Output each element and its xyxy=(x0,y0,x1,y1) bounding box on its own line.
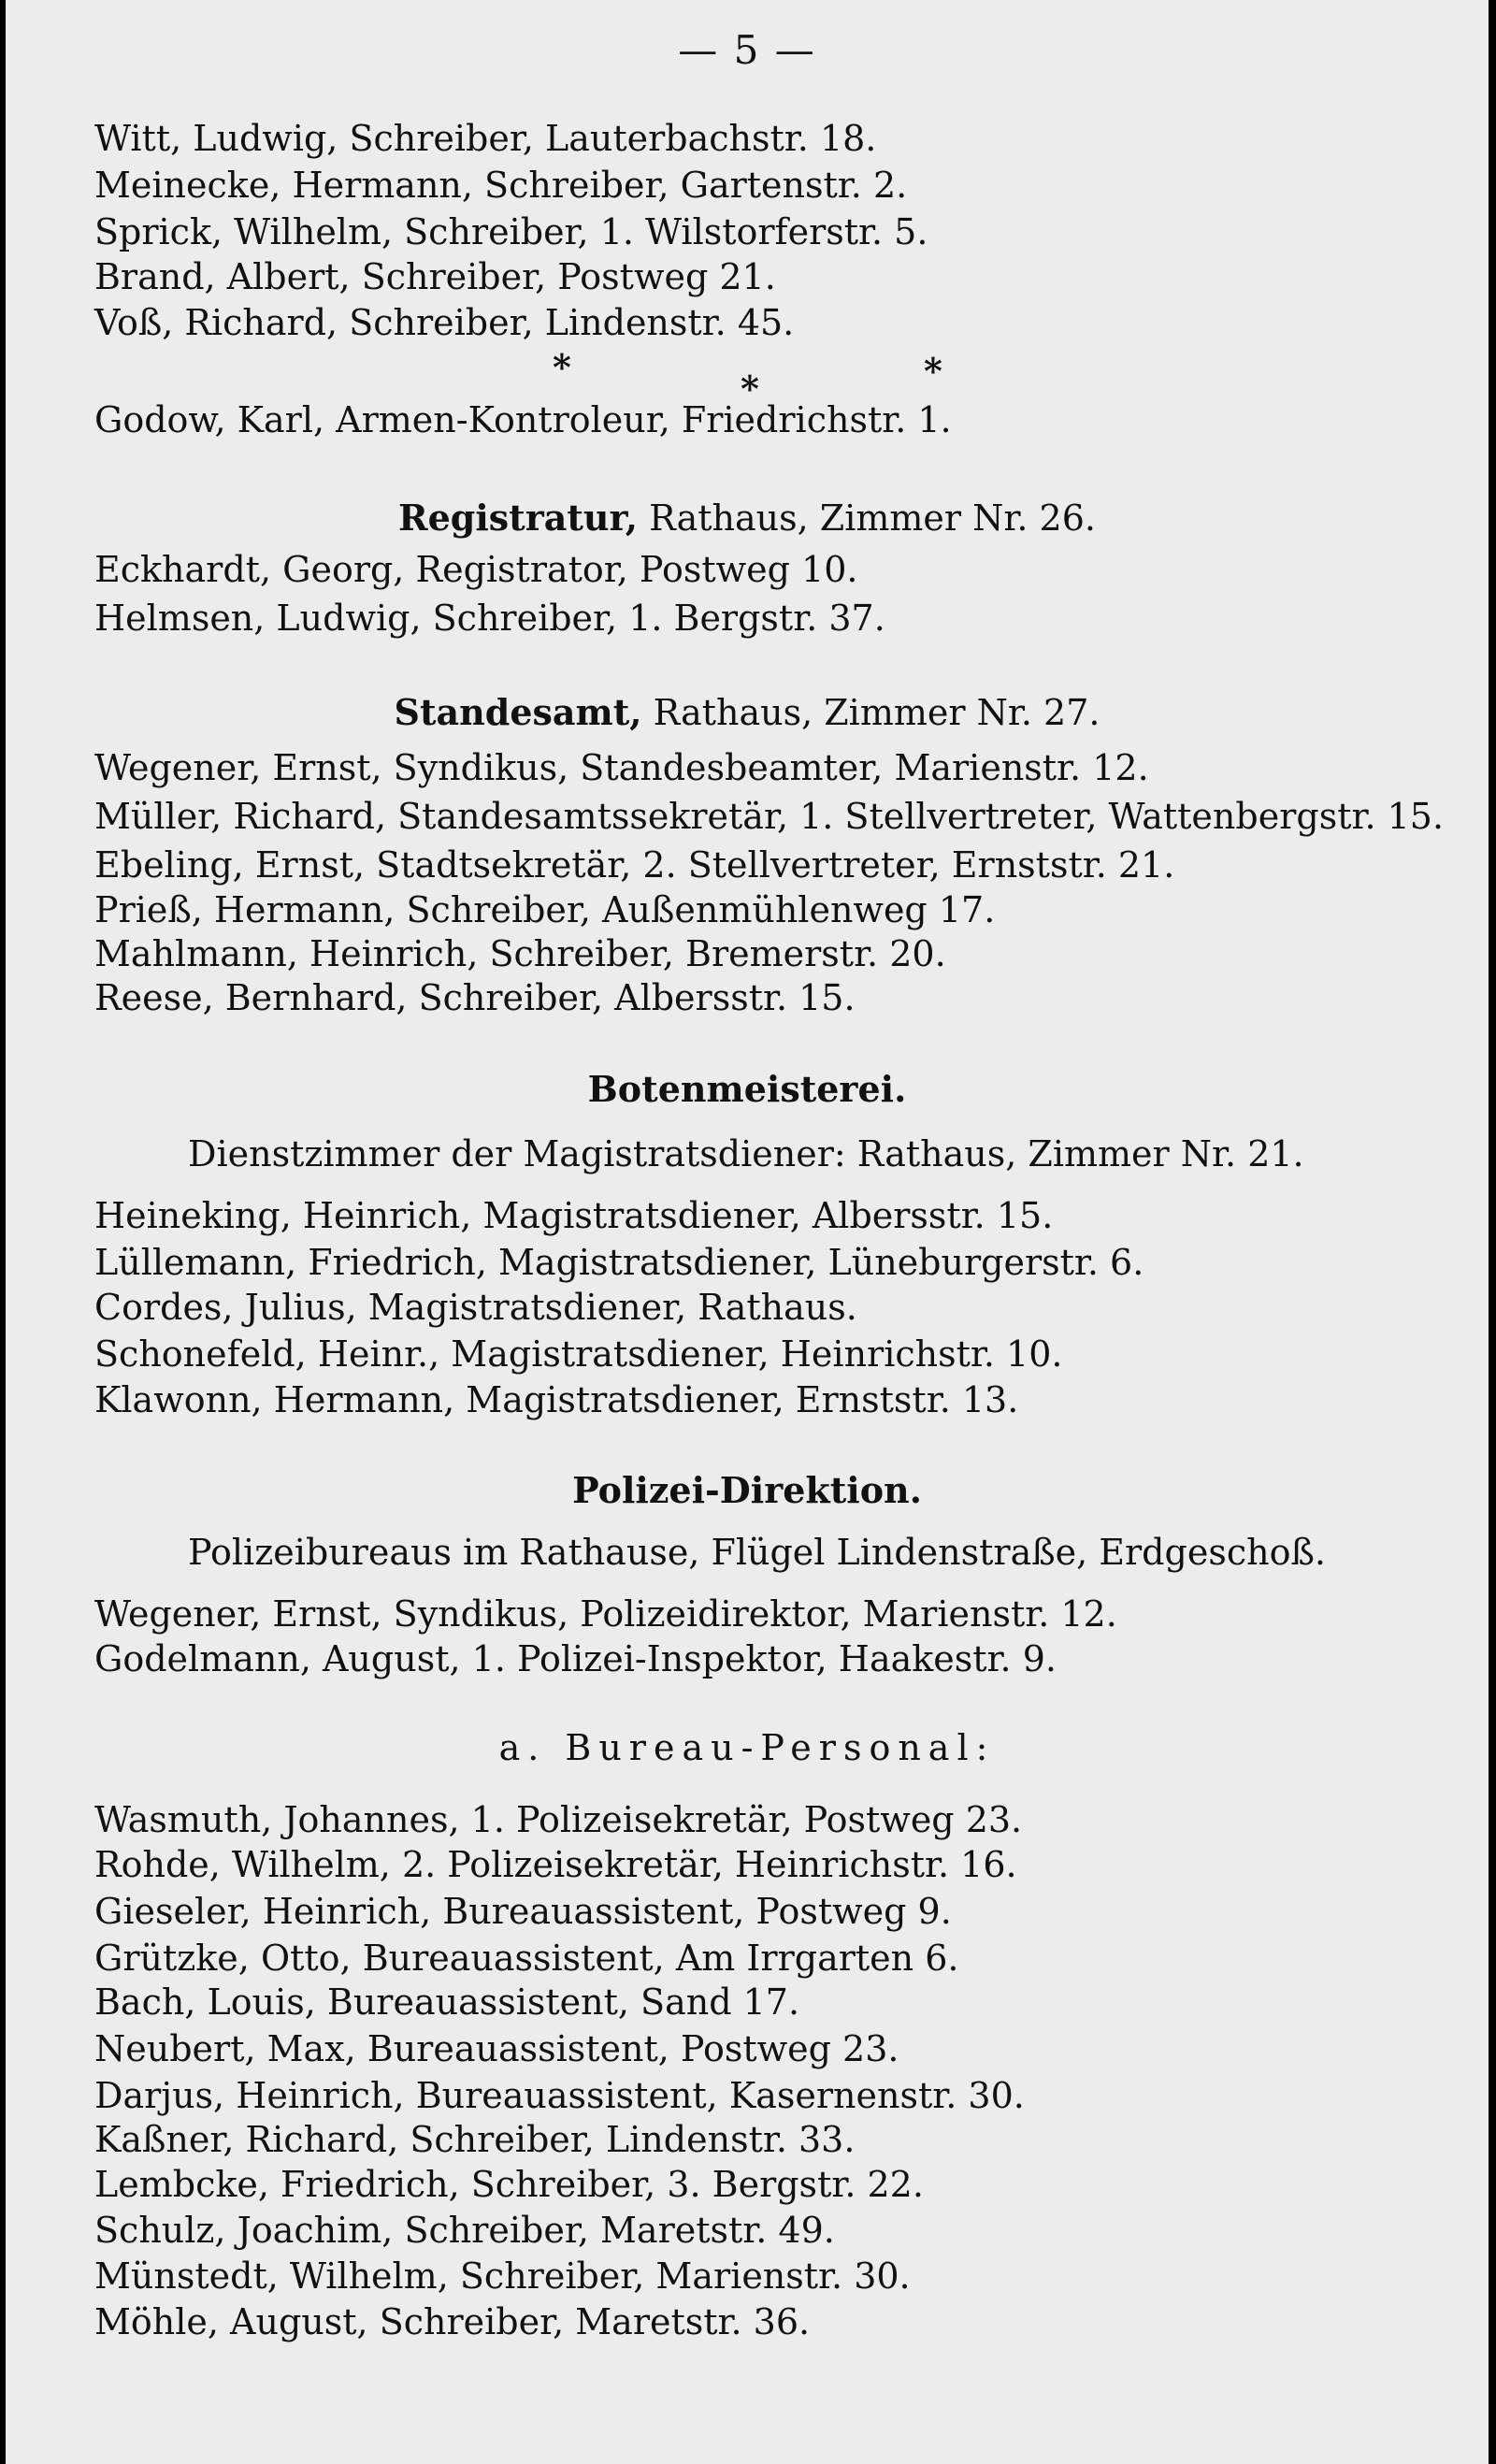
separator-star: * xyxy=(741,367,759,410)
list-item: Cordes, Julius, Magistratsdiener, Rathaus. xyxy=(94,1287,857,1328)
list-item: Reese, Bernhard, Schreiber, Albersstr. 15. xyxy=(94,977,856,1018)
section-title: Registratur, xyxy=(398,497,639,539)
list-item: Müller, Richard, Standesamtssekretär, 1. Stellvertreter, Wattenbergstr. 15. xyxy=(94,796,1445,837)
list-item: Sprick, Wilhelm, Schreiber, 1. Wilstorferstr. 5. xyxy=(94,211,928,252)
list-item: Neubert, Max, Bureauassistent, Postweg 23. xyxy=(94,2028,899,2069)
section-subtitle: Rathaus, Zimmer Nr. 26. xyxy=(649,497,1096,539)
section-subtitle: Rathaus, Zimmer Nr. 27. xyxy=(653,692,1100,733)
list-item: Godelmann, August, 1. Polizei-Inspektor, Haakestr. 9. xyxy=(94,1638,1057,1679)
list-item: Gieseler, Heinrich, Bureauassistent, Postweg 9. xyxy=(94,1891,952,1932)
list-item: Voß, Richard, Schreiber, Lindenstr. 45. xyxy=(94,302,795,343)
list-item: Schonefeld, Heinr., Magistratsdiener, Heinrichstr. 10. xyxy=(94,1333,1063,1375)
list-item: Witt, Ludwig, Schreiber, Lauterbachstr. 18. xyxy=(94,118,877,159)
list-item: Heineking, Heinrich, Magistratsdiener, Albersstr. 15. xyxy=(94,1195,1054,1236)
section-heading-polizei: Polizei-Direktion. xyxy=(572,1469,922,1511)
list-item: Münstedt, Wilhelm, Schreiber, Marienstr. 30. xyxy=(94,2255,911,2297)
list-item: Bach, Louis, Bureauassistent, Sand 17. xyxy=(94,1981,800,2023)
list-item: Kaßner, Richard, Schreiber, Lindenstr. 33. xyxy=(94,2119,856,2160)
list-item: Eckhardt, Georg, Registrator, Postweg 10. xyxy=(94,549,858,590)
list-item: Wasmuth, Johannes, 1. Polizeisekretär, Postweg 23. xyxy=(94,1799,1023,1840)
separator-star: * xyxy=(553,346,571,388)
list-item: Darjus, Heinrich, Bureauassistent, Kasernenstr. 30. xyxy=(94,2075,1025,2116)
list-item: Rohde, Wilhelm, 2. Polizeisekretär, Heinrichstr. 16. xyxy=(94,1844,1017,1885)
section-note: Dienstzimmer der Magistratsdiener: Rathaus, Zimmer Nr. 21. xyxy=(188,1133,1304,1174)
list-item: Lüllemann, Friedrich, Magistratsdiener, Lüneburgerstr. 6. xyxy=(94,1242,1144,1283)
section-heading-standesamt xyxy=(6,690,1489,735)
section-note: Polizeibureaus im Rathause, Flügel Lindenstraße, Erdgeschoß. xyxy=(188,1532,1326,1573)
list-item: Brand, Albert, Schreiber, Postweg 21. xyxy=(94,256,776,297)
list-item: Mahlmann, Heinrich, Schreiber, Bremerstr. 20. xyxy=(94,933,946,974)
list-item: Möhle, August, Schreiber, Maretstr. 36. xyxy=(94,2301,811,2342)
list-item: Lembcke, Friedrich, Schreiber, 3. Bergstr. 22. xyxy=(94,2164,924,2205)
list-item: Wegener, Ernst, Syndikus, Polizeidirektor, Marienstr. 12. xyxy=(94,1593,1117,1635)
page-number: — 5 — xyxy=(678,27,816,73)
list-item: Schulz, Joachim, Schreiber, Maretstr. 49. xyxy=(94,2210,835,2251)
separator-star: * xyxy=(924,350,942,392)
list-item: Helmsen, Ludwig, Schreiber, 1. Bergstr. 37. xyxy=(94,598,885,639)
list-item: Godow, Karl, Armen-Kontroleur, Friedrichstr. 1. xyxy=(94,399,952,440)
list-item: Grützke, Otto, Bureauassistent, Am Irrgarten 6. xyxy=(94,1938,959,1979)
section-heading-registratur xyxy=(6,496,1489,540)
section-heading-botenmeisterei: Botenmeisterei. xyxy=(587,1068,907,1110)
list-item: Ebeling, Ernst, Stadtsekretär, 2. Stellvertreter, Ernststr. 21. xyxy=(94,844,1175,886)
list-item: Prieß, Hermann, Schreiber, Außenmühlenweg 17. xyxy=(94,889,996,930)
list-item: Meinecke, Hermann, Schreiber, Gartenstr. 2. xyxy=(94,165,908,206)
list-item: Wegener, Ernst, Syndikus, Standesbeamter, Marienstr. 12. xyxy=(94,747,1149,788)
sub-heading: a. Bureau-Personal: xyxy=(498,1727,996,1768)
document-page xyxy=(6,0,1489,2464)
list-item: Klawonn, Hermann, Magistratsdiener, Ernststr. 13. xyxy=(94,1379,1019,1420)
section-title: Standesamt, xyxy=(394,691,642,733)
